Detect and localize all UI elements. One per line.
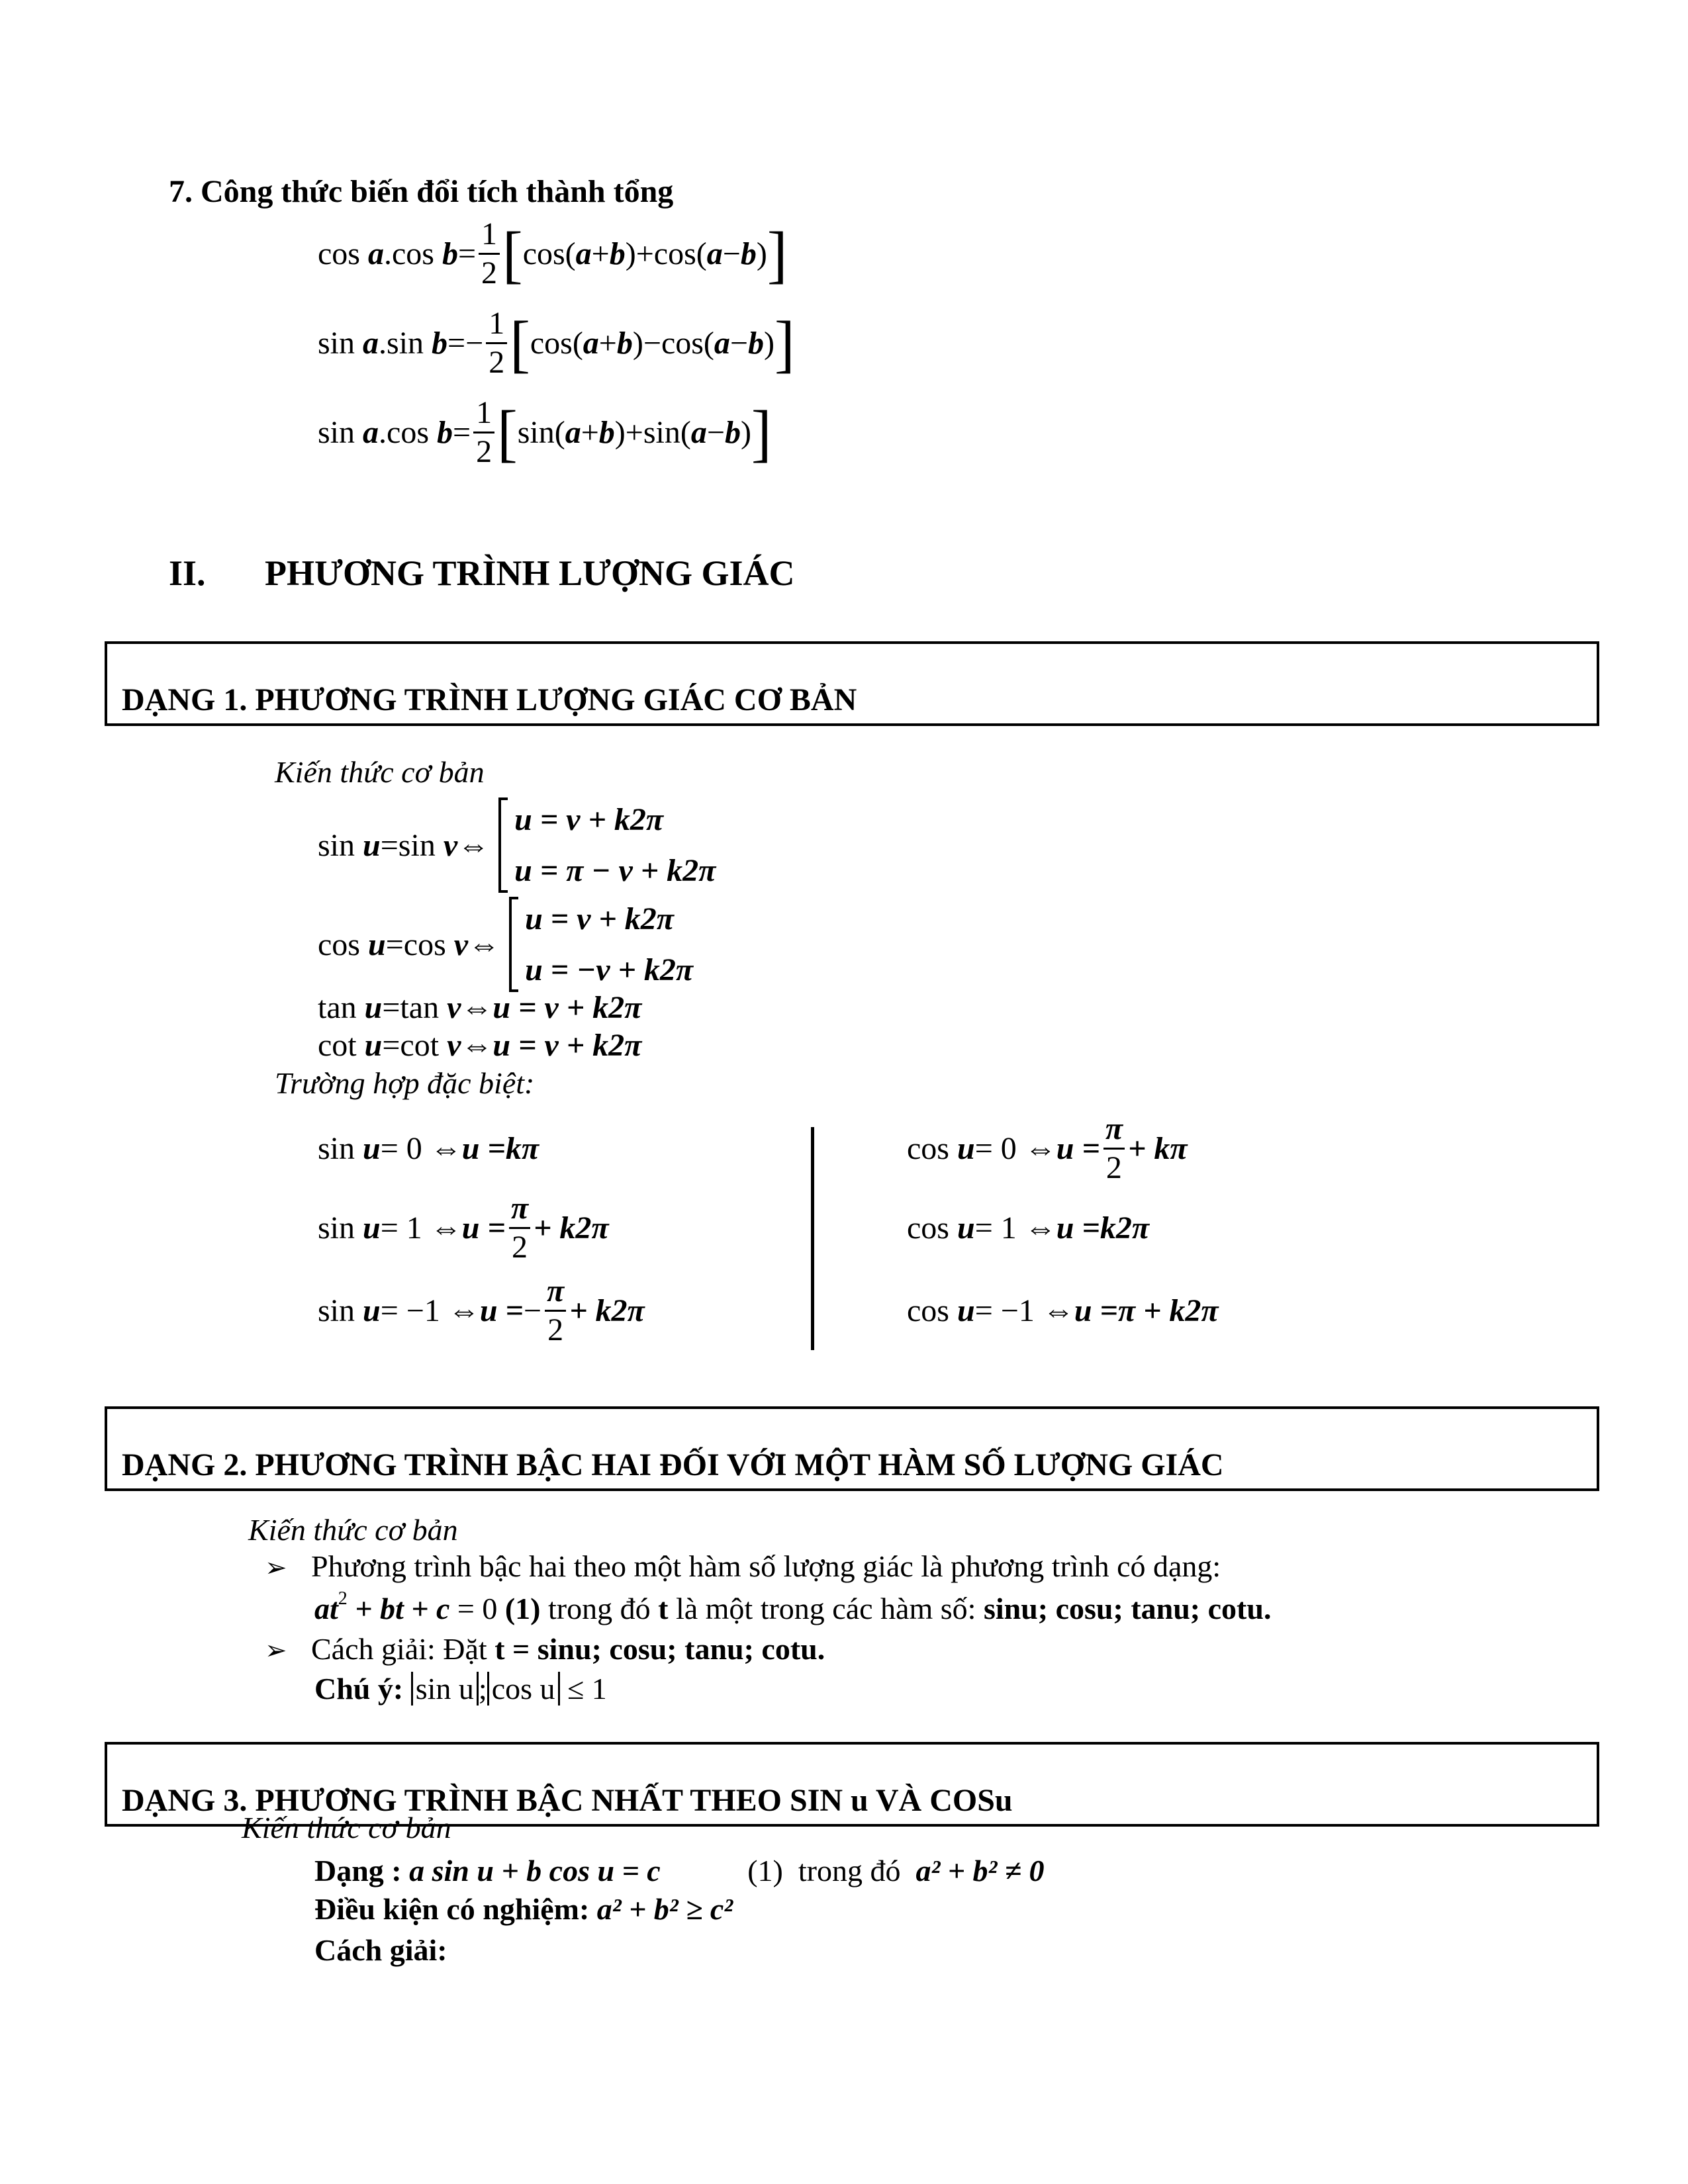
special-sin-minus-one: sin u = −1 ⇔ u = − $\frac{\pi}{2}$ + k2π: [318, 1273, 645, 1347]
dang1-title: DẠNG 1. PHƯƠNG TRÌNH LƯỢNG GIÁC CƠ BẢN: [122, 682, 857, 717]
dang2-header-box: [105, 1406, 1599, 1491]
formula-tan-equation: tan u = tan v ⇔ u = v + k2π: [318, 990, 642, 1025]
dang1-kien-thuc-label: Kiến thức cơ bản: [275, 755, 485, 789]
dang2-title: DẠNG 2. PHƯƠNG TRÌNH BẬC HAI ĐỐI VỚI MỘT HÀM SỐ LƯỢNG GIÁC: [122, 1447, 1224, 1482]
dang3-kien-thuc-label: Kiến thức cơ bản: [242, 1811, 451, 1844]
formula-cos-cos: cos a .cos b = $\frac{1}{2}$ [ cos( a + b ) + cos( a − b ) ]: [318, 216, 788, 291]
dang3-title: DẠNG 3. PHƯƠNG TRÌNH BẬC NHẤT THEO SIN u VÀ COSu: [122, 1783, 1013, 1818]
column-divider: [811, 1127, 814, 1350]
dang1-header-box: [105, 641, 1599, 726]
cases-bracket: u = v + k2π u = −v + k2π: [509, 897, 693, 992]
cases-bracket: u = v + k2π u = π − v + k2π: [498, 797, 716, 893]
formula-sin-equation: sin u = sin v ⇔ u = v + k2π u = π − v + k2π: [318, 797, 716, 893]
dang3-form: Dạng : a sin u + b cos u = c (1) trong đó a² + b² ≠ 0: [314, 1854, 1045, 1888]
fraction-one-half: $\frac{1}{2}$: [486, 308, 507, 379]
dang2-equation-line: $at^2$ + bt + c = 0 (1) trong đó t là một trong các hàm số: sinu; cosu; tanu; cotu.: [314, 1588, 1272, 1625]
formula-sin-cos: sin a .cos b = $\frac{1}{2}$ [ sin( a + b ) + sin( a − b ) ]: [318, 395, 772, 469]
dang2-note: Chú ý: sin u ; cos u ≤ 1: [314, 1672, 607, 1706]
fraction-one-half: $\frac{1}{2}$: [479, 218, 500, 289]
section-heading: PHƯƠNG TRÌNH LƯỢNG GIÁC: [265, 553, 795, 593]
formula-cot-equation: cot u = cot v ⇔ u = v + k2π: [318, 1028, 642, 1063]
dang2-bullet-2: ➢ Cách giải: Đặt t = sinu; cosu; tanu; cotu.: [265, 1632, 825, 1666]
arrow-bullet-icon: ➢: [265, 1553, 287, 1582]
dang2-kien-thuc-label: Kiến thức cơ bản: [248, 1513, 458, 1547]
special-sin-zero: sin u = 0 ⇔ u = kπ: [318, 1130, 539, 1166]
formula-cos-equation: cos u = cos v ⇔ u = v + k2π u = −v + k2π: [318, 897, 693, 992]
fraction-one-half: $\frac{1}{2}$: [473, 397, 494, 468]
section-title-product-to-sum: 7. Công thức biến đổi tích thành tổng: [169, 174, 674, 209]
section-number: II.: [169, 553, 206, 593]
special-cases-label: Trường hợp đặc biệt:: [275, 1066, 535, 1100]
special-cos-minus-one: cos u = −1 ⇔ u = π + k2π: [907, 1293, 1219, 1328]
arrow-bullet-icon: ➢: [265, 1635, 287, 1665]
dang3-solution-label: Cách giải:: [314, 1933, 447, 1967]
special-cos-zero: cos u = 0 ⇔ u = $\frac{\pi}{2}$ + kπ: [907, 1111, 1188, 1185]
formula-sin-sin: sin a .sin b = − $\frac{1}{2}$ [ cos( a + b ) − cos( a − b ) ]: [318, 306, 795, 380]
special-sin-one: sin u = 1 ⇔ u = $\frac{\pi}{2}$ + k2π: [318, 1190, 609, 1265]
special-cos-one: cos u = 1 ⇔ u = k2π: [907, 1210, 1150, 1246]
dang3-condition: Điều kiện có nghiệm: a² + b² ≥ c²: [314, 1892, 733, 1926]
dang2-bullet-1: ➢ Phương trình bậc hai theo một hàm số lượng giác là phương trình có dạng:: [265, 1549, 1221, 1583]
